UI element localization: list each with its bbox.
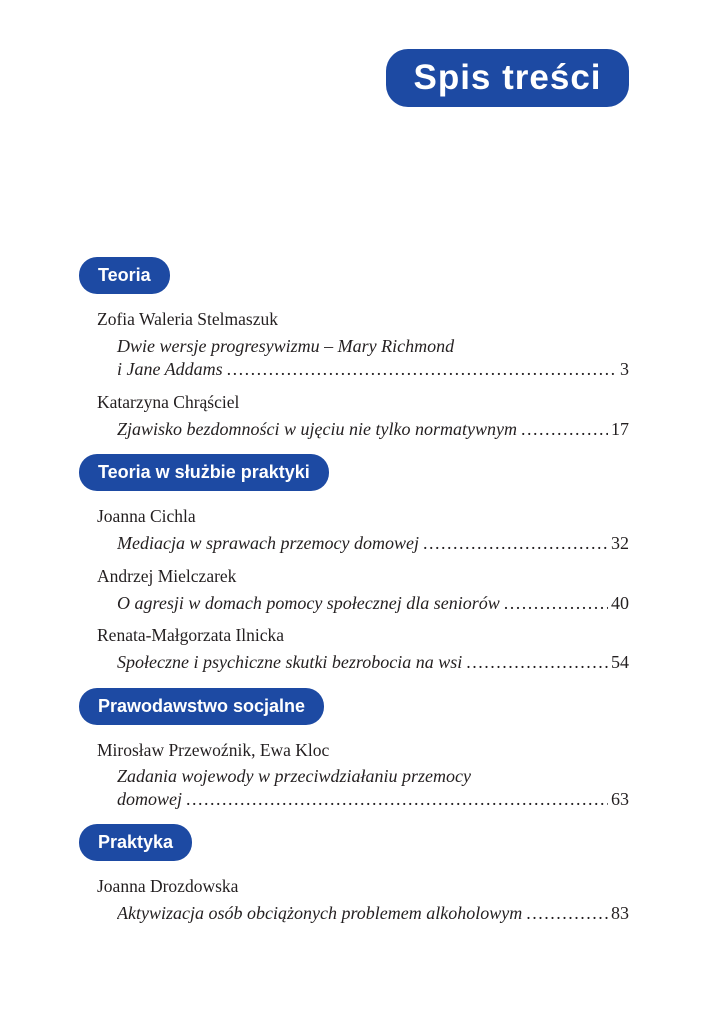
dot-leader	[227, 357, 617, 381]
entry-title: i Jane Addams	[117, 359, 223, 379]
toc-entry[interactable]	[117, 787, 629, 811]
entry-page-number: 40	[611, 593, 629, 613]
entry-page-number: 17	[611, 419, 629, 439]
section-header-prawodawstwo-socjalne: Prawodawstwo socjalne	[79, 688, 324, 725]
section-header-teoria: Teoria	[79, 257, 170, 294]
entry-author: Renata-Małgorzata Ilnicka	[97, 625, 285, 645]
toc-entry[interactable]	[117, 650, 629, 674]
dot-leader	[526, 901, 608, 925]
entry-page-number: 32	[611, 533, 629, 553]
dot-leader	[186, 787, 608, 811]
page-title: Spis treści	[413, 58, 602, 97]
entry-author: Joanna Drozdowska	[97, 876, 239, 896]
entry-title: Społeczne i psychiczne skutki bezrobocia na wsi	[117, 652, 463, 672]
dot-leader	[521, 417, 608, 441]
entry-author: Zofia Waleria Stelmaszuk	[97, 309, 278, 329]
toc-entry[interactable]	[117, 357, 629, 381]
entry-title: Mediacja w sprawach przemocy domowej	[117, 533, 419, 553]
entry-author: Katarzyna Chrąściel	[97, 392, 240, 412]
entry-title: Zjawisko bezdomności w ujęciu nie tylko normatywnym	[117, 419, 517, 439]
entry-page-number: 83	[611, 903, 629, 923]
entry-page-number: 63	[611, 789, 629, 809]
entry-author: Andrzej Mielczarek	[97, 566, 237, 586]
entry-title: Aktywizacja osób obciążonych problemem alkoholowym	[117, 903, 523, 923]
toc-entry[interactable]	[117, 531, 629, 555]
section-header-teoria-w-sluzbie-praktyki: Teoria w służbie praktyki	[79, 454, 329, 491]
entry-title: O agresji w domach pomocy społecznej dla seniorów	[117, 593, 500, 613]
dot-leader	[504, 591, 608, 615]
entry-title-line: Zadania wojewody w przeciwdziałaniu przemocy	[117, 766, 471, 786]
section-header-praktyka: Praktyka	[79, 824, 192, 861]
entry-title-line: Dwie wersje progresywizmu – Mary Richmond	[117, 336, 455, 356]
entry-author: Joanna Cichla	[97, 506, 196, 526]
dot-leader	[423, 531, 608, 555]
entry-author: Mirosław Przewoźnik, Ewa Kloc	[97, 740, 330, 760]
entry-page-number: 54	[611, 652, 629, 672]
entry-title: domowej	[117, 789, 182, 809]
dot-leader	[466, 650, 608, 674]
page-title-pill	[386, 49, 629, 107]
toc-entry[interactable]	[117, 591, 629, 615]
entry-page-number: 3	[620, 359, 629, 379]
toc-entry[interactable]	[117, 901, 629, 925]
toc-entry[interactable]	[117, 417, 629, 441]
